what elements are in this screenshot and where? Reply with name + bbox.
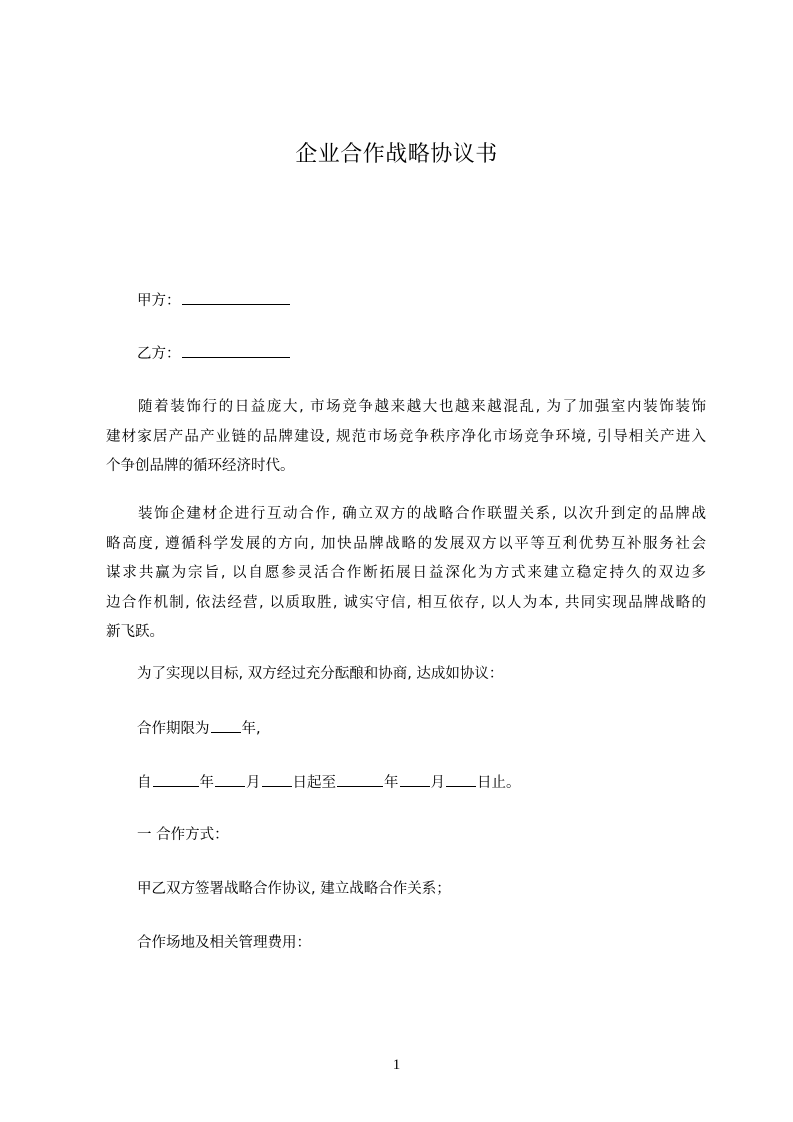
- end-day-blank: [446, 772, 476, 787]
- term-suffix: 年,: [241, 721, 261, 737]
- end-month-blank: [400, 772, 430, 787]
- period-day-to: 日起至: [292, 775, 336, 791]
- start-day-blank: [262, 772, 292, 787]
- paragraph-line: 建材家居产品产业链的品牌建设, 规范市场竞争秩序净化市场竞争环境, 引导相关产进入: [106, 428, 706, 445]
- paragraph-line: 个争创品牌的循环经济时代。: [106, 458, 295, 474]
- paragraph-line: 新飞跃。: [106, 624, 164, 640]
- term-line: [137, 718, 261, 739]
- period-year-end: 年: [384, 775, 399, 791]
- party-a-blank: [182, 290, 290, 305]
- start-month-blank: [215, 772, 245, 787]
- party-a-line: [137, 290, 291, 311]
- paragraph-line: 边合作机制, 依法经营, 以质取胜, 诚实守信, 相互依存, 以人为本, 共同实现品牌战略的: [106, 594, 706, 611]
- section1-item-venue: 合作场地及相关管理费用：: [137, 935, 311, 951]
- agreement-intro: 为了实现以目标, 双方经过充分酝酿和协商, 达成如协议：: [137, 666, 504, 682]
- paragraph-line: 略高度, 遵循科学发展的方向, 加快品牌战略的发展双方以平等互利优势互补服务社会: [106, 535, 706, 552]
- term-years-blank: [211, 718, 241, 733]
- period-day-end: 日止。: [477, 775, 521, 791]
- document-title: 企业合作战略协议书: [295, 142, 498, 167]
- section1-item-agreement: 甲乙双方签署战略合作协议, 建立战略合作关系；: [137, 881, 451, 897]
- period-line: [137, 772, 521, 793]
- paragraph-line: 随着装饰行的日益庞大, 市场竞争越来越大也越来越混乱, 为了加强室内装饰装饰: [138, 399, 706, 415]
- end-year-blank: [337, 772, 383, 787]
- period-year-start: 年: [199, 775, 214, 791]
- party-a-label: 甲方：: [137, 293, 181, 309]
- party-b-label: 乙方：: [137, 346, 181, 362]
- party-b-blank: [182, 343, 290, 358]
- page-number: 1: [392, 1057, 401, 1073]
- paragraph-intro: [106, 393, 706, 482]
- period-month-start: 月: [246, 775, 261, 791]
- term-prefix: 合作期限为: [137, 721, 210, 737]
- start-year-blank: [153, 772, 199, 787]
- paragraph-line: 装饰企建材企进行互动合作, 确立双方的战略合作联盟关系, 以次升到定的品牌战: [138, 506, 706, 522]
- section1-heading: 一 合作方式：: [137, 827, 229, 843]
- period-from: 自: [137, 775, 152, 791]
- paragraph-cooperation: [106, 500, 706, 648]
- paragraph-line: 谋求共赢为宗旨, 以自愿参灵活合作断拓展日益深化为方式来建立稳定持久的双边多: [106, 565, 706, 581]
- period-month-end: 月: [430, 775, 445, 791]
- party-b-line: [137, 343, 291, 364]
